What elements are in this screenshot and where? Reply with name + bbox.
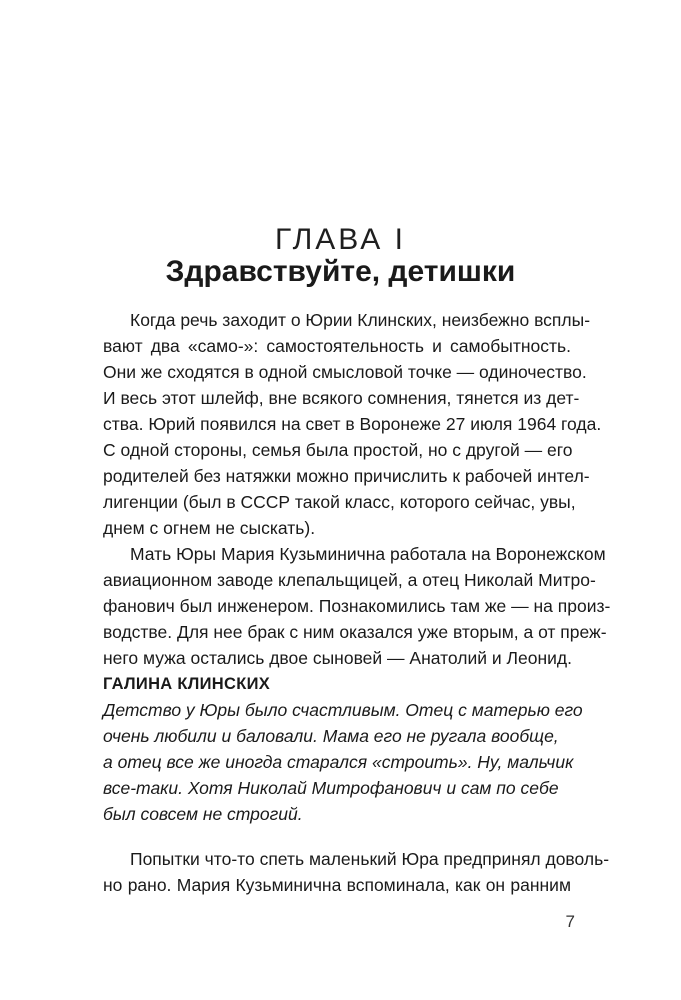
- quote-line: был совсем не строгий.: [103, 804, 303, 824]
- paragraph-1-line: днем с огнем не сыскать).: [103, 518, 316, 538]
- paragraph-1-line: родителей без натяжки можно причислить к рабочей интел-: [103, 466, 590, 486]
- quote-line: Детство у Юры было счастливым. Отец с матерью его: [103, 700, 583, 720]
- page-number: 7: [565, 912, 575, 931]
- quote-line: очень любили и баловали. Мама его не ругала вообще,: [103, 726, 559, 746]
- paragraph-1-line: С одной стороны, семья была простой, но с другой — его: [103, 440, 573, 460]
- quote-line: а отец все же иногда старался «строить». Ну, мальчик: [103, 752, 574, 772]
- paragraph-1-line: Когда речь заходит о Юрии Клинских, неизбежно всплы-: [130, 310, 591, 330]
- paragraph-1-line: лигенции (был в СССР такой класс, которого сейчас, увы,: [103, 492, 576, 512]
- paragraph-1-line: Они же сходятся в одной смысловой точке — одиночество.: [103, 362, 587, 382]
- chapter-label: ГЛАВА I: [275, 223, 406, 256]
- paragraph-3-line: Попытки что-то спеть маленький Юра предпринял доволь-: [130, 849, 610, 869]
- paragraph-3-line: но рано. Мария Кузьминична вспоминала, как он ранним: [103, 875, 571, 895]
- paragraph-2-line: авиационном заводе клепальщицей, а отец Николай Митро-: [103, 570, 596, 590]
- quote-line: все-таки. Хотя Николай Митрофанович и сам по себе: [103, 778, 559, 798]
- paragraph-2-line: него мужа остались двое сыновей — Анатолий и Леонид.: [103, 648, 572, 668]
- paragraph-2-line: Мать Юры Мария Кузьминична работала на Воронежском: [130, 544, 606, 564]
- paragraph-2-line: фанович был инженером. Познакомились там же — на произ-: [103, 596, 611, 616]
- paragraph-1-line: вают два «само-»: самостоятельность и самобытность.: [103, 336, 571, 356]
- paragraph-2-line: водстве. Для нее брак с ним оказался уже вторым, а от преж-: [103, 622, 607, 642]
- quote-speaker: ГАЛИНА КЛИНСКИХ: [103, 675, 271, 693]
- paragraph-1-line: И весь этот шлейф, вне всякого сомнения, тянется из дет-: [103, 388, 580, 408]
- paragraph-1-line: ства. Юрий появился на свет в Воронеже 27 июля 1964 года.: [103, 414, 602, 434]
- chapter-title: Здравствуйте, детишки: [165, 255, 516, 288]
